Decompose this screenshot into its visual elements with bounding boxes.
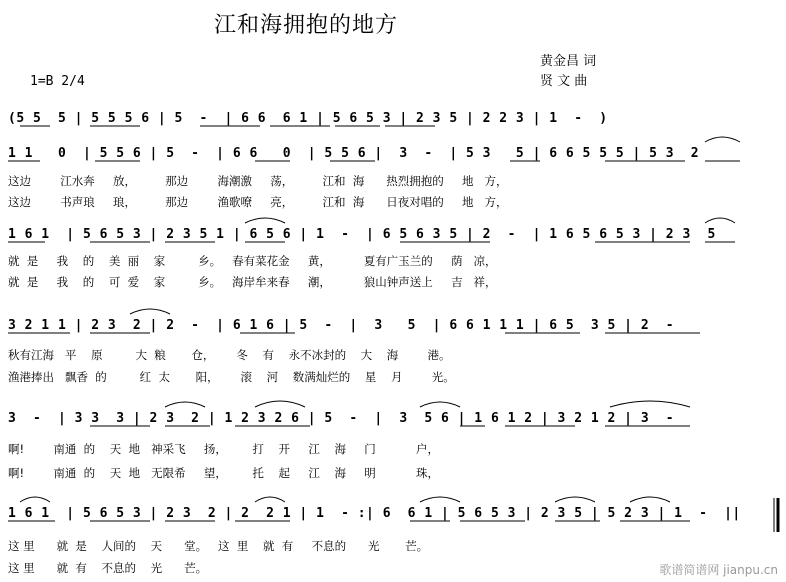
- notation-text: 1 6 1 | 5 6 5 3 | 2 3 2 | 2 2 1 | 1 - :| 6 6 1 | 5 6 5 3 | 2 3 5 | 5 2 3 | 1 - ||: [8, 506, 741, 521]
- lyric-line-5a: 啊! 南通 的 天 地 神采飞 扬， 打 开 江 海 门 户，: [8, 442, 439, 456]
- lyricist-credit: 黄金昌 词: [540, 54, 597, 69]
- lyric-line-6b: 这 里 就 有 不息的 光 芒。: [8, 561, 208, 575]
- notation-text: (5 5 5 | 5 5 5 6 | 5 - | 6 6 6 1 | 5 6 5 3 | 2 3 5 | 2 2 3 | 1 - ): [8, 111, 608, 126]
- composer-credit: 贤 文 曲: [540, 74, 588, 89]
- lyric-line-6a: 这 里 就 是 人间的 天 堂。 这 里 就 有 不息的 光 芒。: [8, 539, 429, 553]
- lyric-line-4a: 秋有江海 平 原 大 粮 仓， 冬 有 永不冰封的 大 海 港。: [8, 348, 451, 362]
- notation-text: 1 1 0 | 5 5 6 | 5 - | 6 6 0 | 5 5 6 | 3 - | 5 3 5 | 6 6 5 5 5 | 5 3 2: [8, 146, 700, 161]
- song-title: 江和海拥抱的地方: [214, 13, 399, 38]
- notation-text: 1 6 1 | 5 6 5 3 | 2 3 5 1 | 6 5 6 | 1 - | 6 5 6 3 5 | 2 - | 1 6 5 6 5 3 | 2 3 5: [8, 227, 716, 242]
- key-signature: 1=B 2/4: [30, 74, 85, 89]
- lyric-line-3b: 就 是 我 的 可 爱 家 乡。 海岸牟来春 潮， 狼山钟声送上 吉 祥，: [8, 275, 497, 289]
- watermark: 歌谱简谱网 jianpu.cn: [659, 563, 778, 577]
- lyric-line-2a: 这边 江水奔 放， 那边 海潮激 荡， 江和 海 热烈拥抱的 地 方，: [8, 174, 508, 188]
- notation-text: 3 - | 3 3 3 | 2 3 2 | 1 2 3 2 6 | 5 - | 3 5 6 | 1 6 1 2 | 3 2 1 2 | 3 -: [8, 411, 675, 426]
- lyric-line-4b: 渔港捧出 飘香 的 红 太 阳， 滚 河 数满灿烂的 星 月 光。: [8, 370, 455, 384]
- lyric-line-5b: 啊! 南通 的 天 地 无限希 望， 托 起 江 海 明 珠，: [8, 466, 439, 480]
- notation-text: 3 2 1 1 | 2 3 2 | 2 - | 6 1 6 | 5 - | 3 5 | 6 6 1 1 1 | 6 5 3 5 | 2 -: [8, 318, 675, 333]
- lyric-line-2b: 这边 书声琅 琅， 那边 渔歌嘹 亮， 江和 海 日夜对唱的 地 方，: [8, 195, 508, 209]
- lyric-line-3a: 就 是 我 的 美 丽 家 乡。 春有菜花金 黄， 夏有广玉兰的 荫 凉，: [8, 254, 497, 268]
